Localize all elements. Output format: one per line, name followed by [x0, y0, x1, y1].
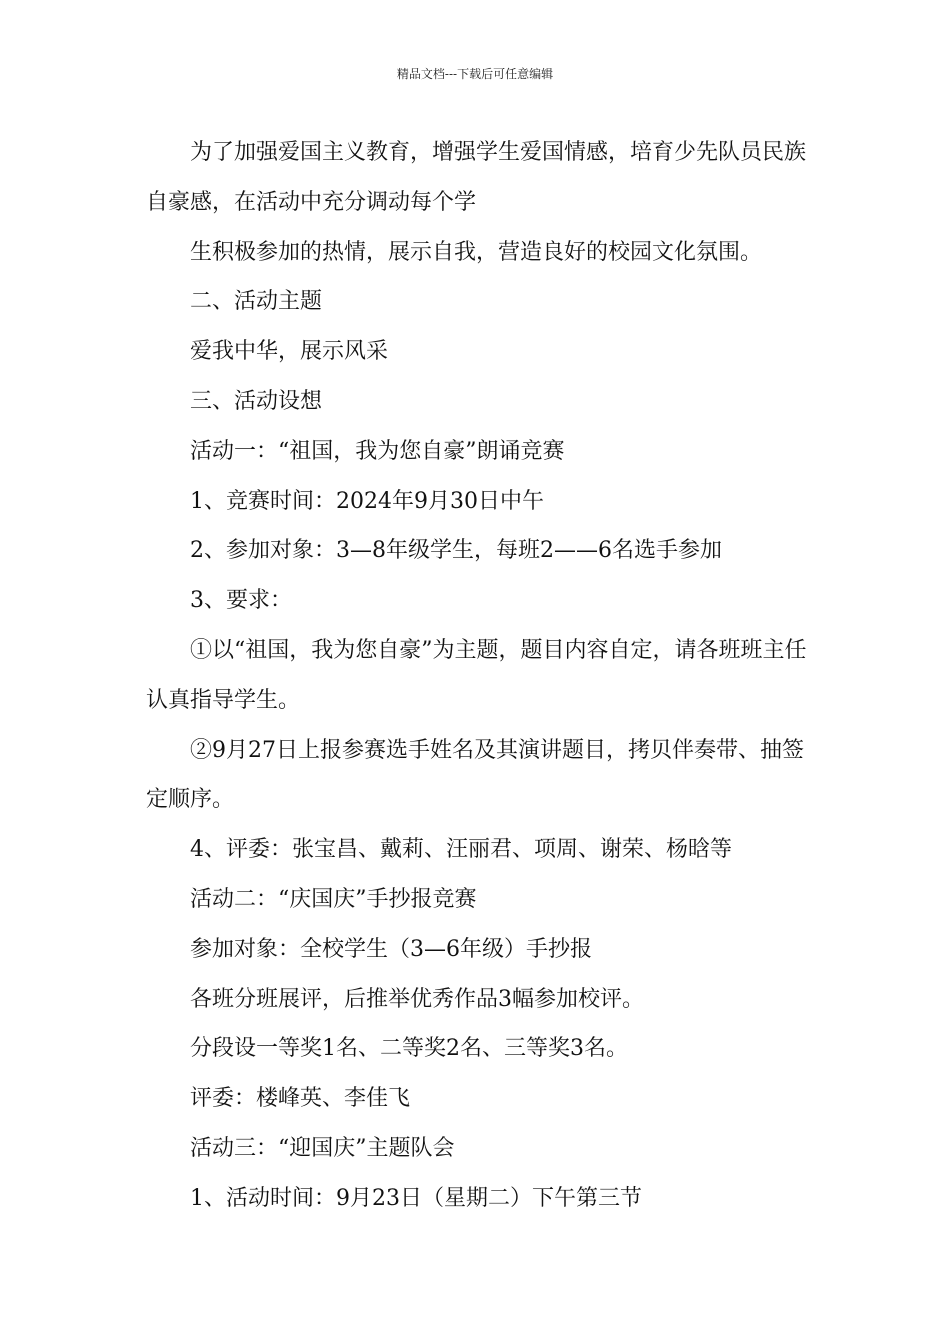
activity-one-title: 活动一：“祖国，我为您自豪”朗诵竞赛	[190, 438, 565, 464]
activity-three-title: 活动三：“迎国庆”主题队会	[190, 1135, 455, 1161]
activity-two-awards: 分段设一等奖1名、二等奖2名、三等奖3名。	[190, 1036, 628, 1062]
section-heading-plan: 三、活动设想	[190, 388, 323, 414]
paragraph-intro-2: 生积极参加的热情，展示自我，营造良好的校园文化氛围。	[190, 239, 763, 265]
activity-two-participants: 参加对象：全校学生（3—6年级）手抄报	[190, 936, 592, 962]
activity-one-judges: 4、评委：张宝昌、戴莉、汪丽君、项周、谢荣、杨晗等	[190, 837, 732, 863]
paragraph-intro-1: 为了加强爱国主义教育，增强学生爱国情感，培育少先队员民族自豪感，在活动中充分调动每个学	[146, 140, 807, 215]
activity-two-judges: 评委：楼峰英、李佳飞	[190, 1086, 411, 1112]
activity-one-participants: 2、参加对象：3—8年级学生，每班2——6名选手参加	[190, 538, 722, 564]
requirement-1: ①以“祖国，我为您自豪”为主题，题目内容自定，请各班班主任认真指导学生。	[146, 637, 807, 713]
requirement-2: ②9月27日上报参赛选手姓名及其演讲题目，拷贝伴奏带、抽签定顺序。	[146, 737, 804, 813]
activity-one-time: 1、竞赛时间：2024年9月30日中午	[190, 488, 544, 514]
paragraph-theme: 爱我中华，展示风采	[190, 339, 389, 365]
document-body	[146, 128, 810, 1224]
page-header: 精品文档---下载后可任意编辑	[396, 67, 554, 81]
activity-two-review: 各班分班展评，后推举优秀作品3幅参加校评。	[190, 986, 644, 1012]
activity-one-requirements: 3、要求：	[190, 588, 292, 614]
activity-two-title: 活动二：“庆国庆”手抄报竞赛	[190, 886, 477, 912]
section-heading-theme: 二、活动主题	[190, 289, 323, 315]
activity-three-time: 1、活动时间：9月23日（星期二）下午第三节	[190, 1185, 642, 1211]
